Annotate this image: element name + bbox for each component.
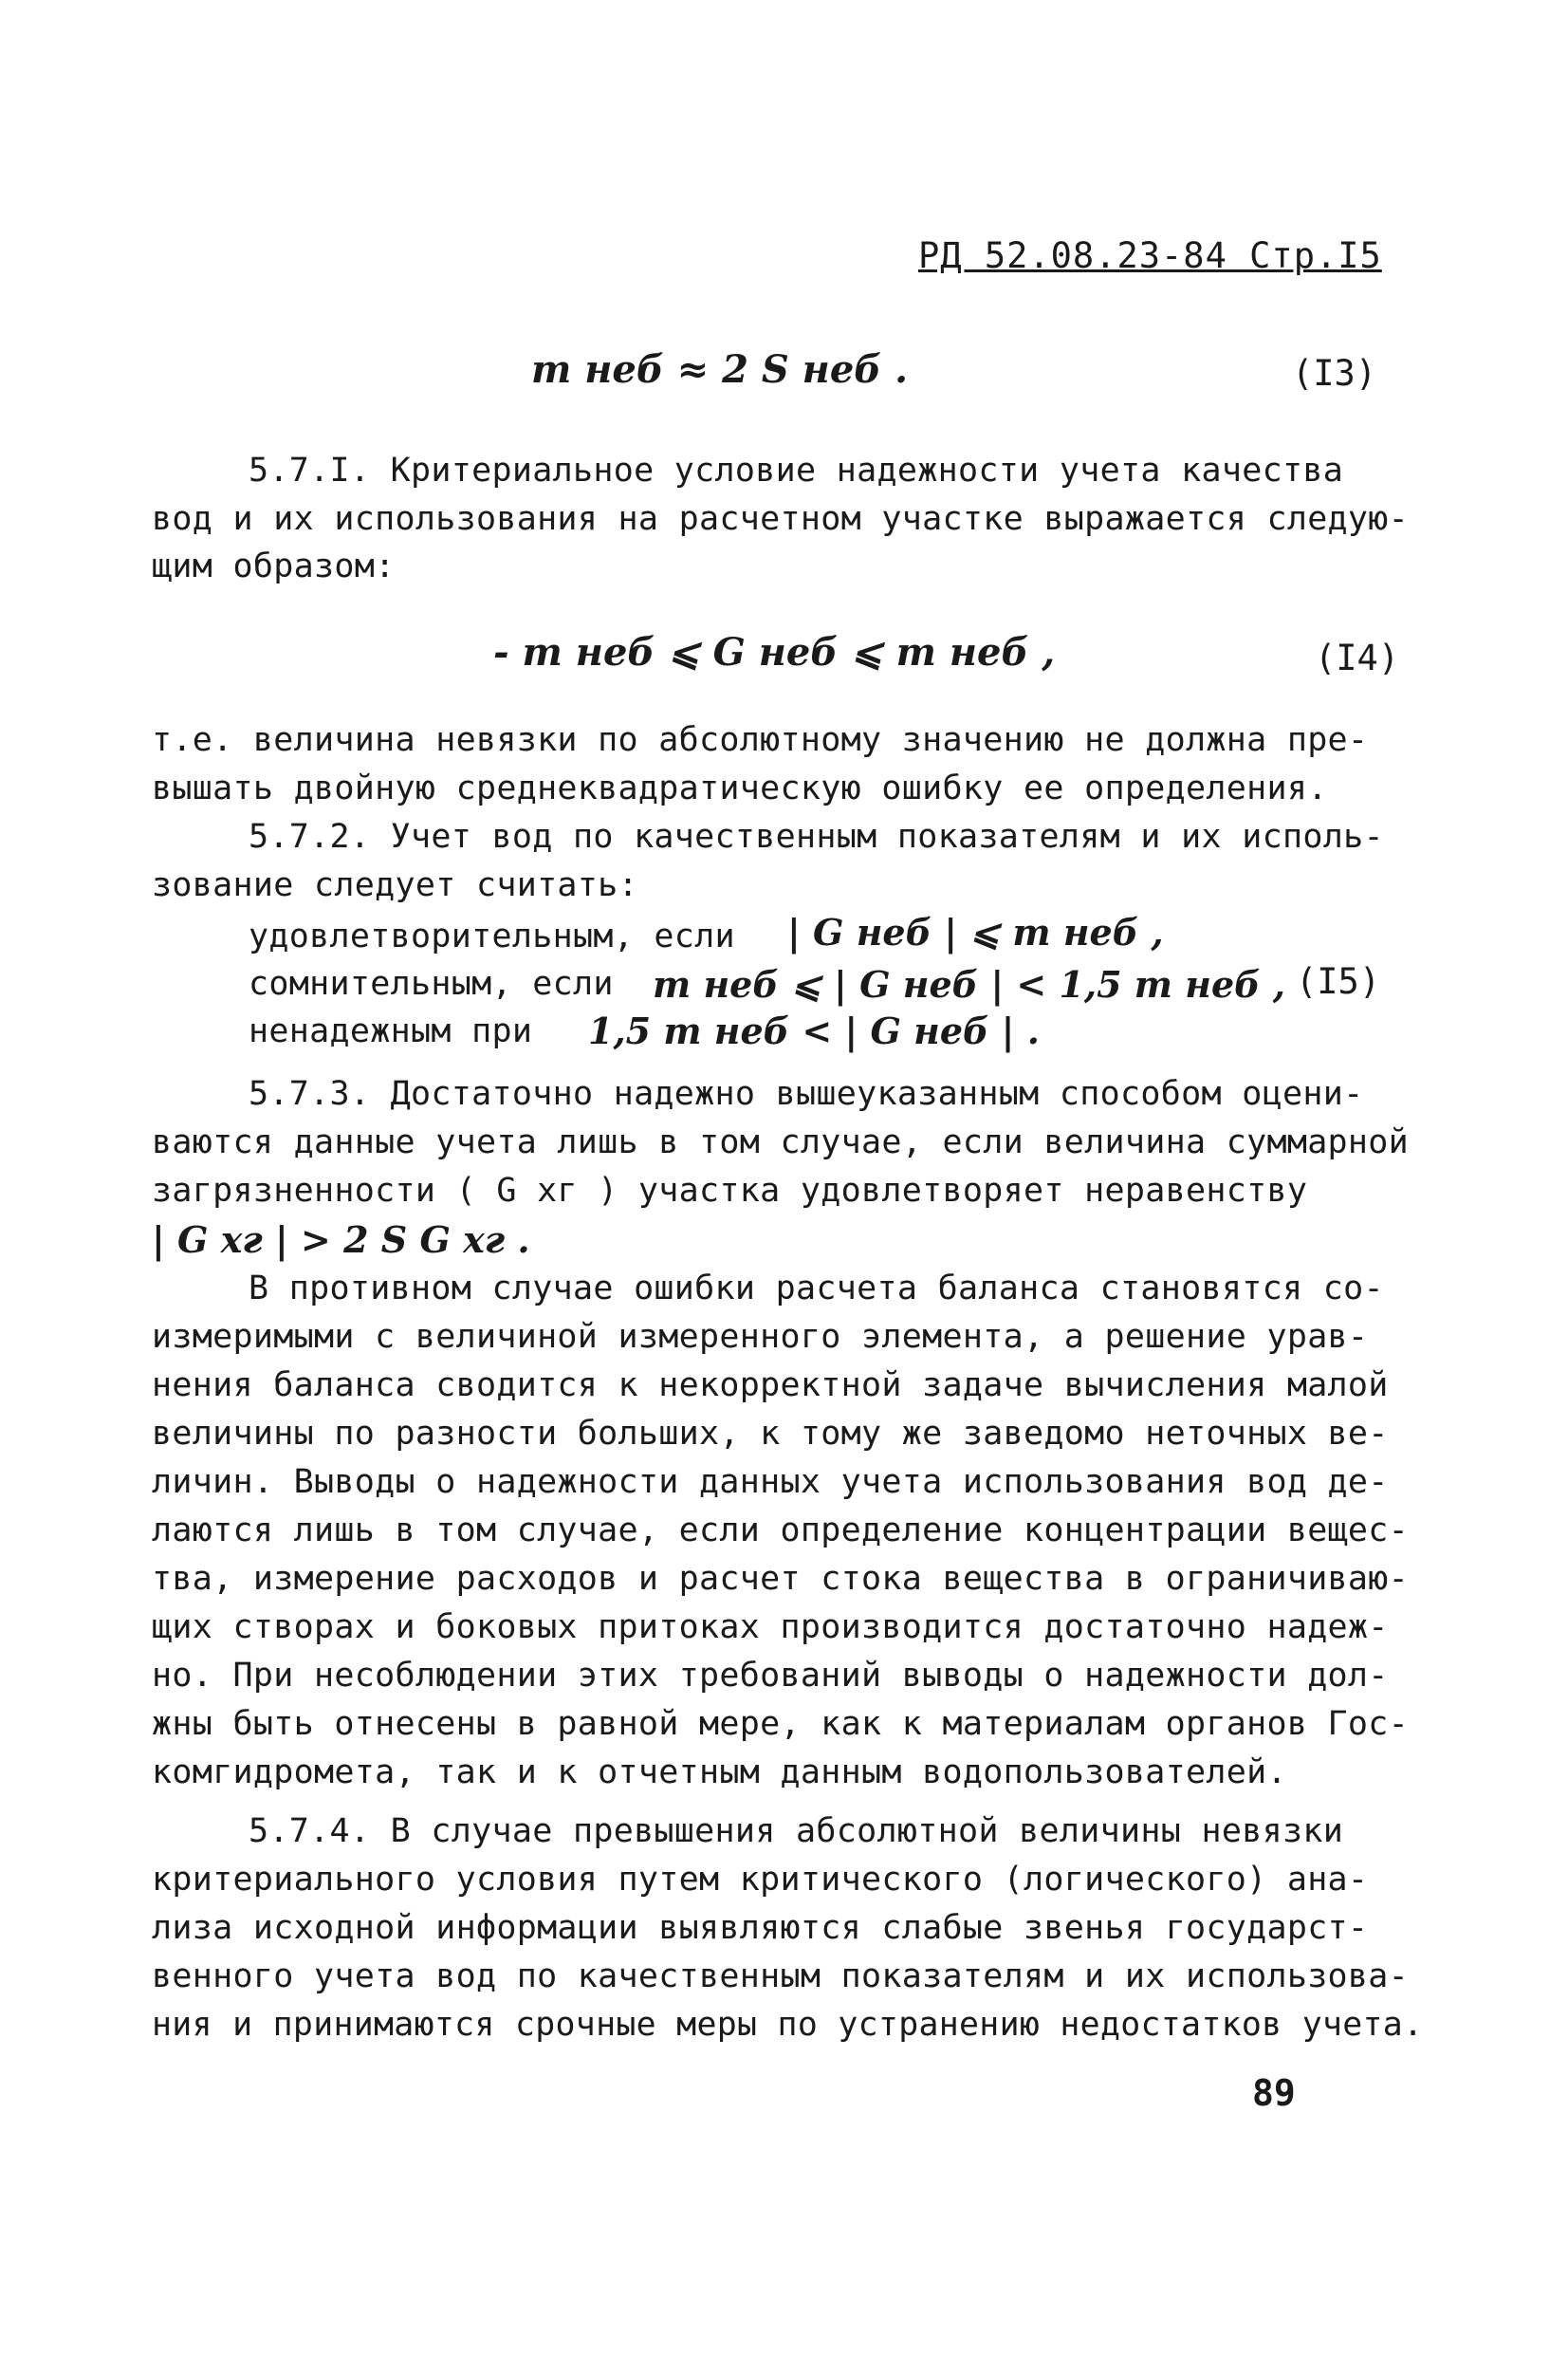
equation-14: - m неб ⩽ G неб ⩽ m неб , (493, 630, 1056, 675)
text-line: 5.7.4. В случае превышения абсолютной величины невязки (249, 1812, 1344, 1850)
page-number: 89 (1252, 2072, 1296, 2114)
text-line: 5.7.I. Критериальное условие надежности учета качества (249, 452, 1344, 490)
text-line: лиза исходной информации выявляются слабые звенья государст- (152, 1909, 1369, 1947)
equation-13: m неб ≈ 2 S неб . (531, 347, 909, 392)
document-header: РД 52.08.23-84 Стр.I5 (918, 235, 1382, 276)
equation-13-number: (I3) (1292, 353, 1377, 394)
text-line: величины по разности больших, к тому же заведомо неточных ве- (152, 1415, 1389, 1453)
equation-14-number: (I4) (1315, 638, 1400, 678)
text-line: ваются данные учета лишь в том случае, если величина суммарной (152, 1123, 1410, 1161)
text-line: личин. Выводы о надежности данных учета использования вод де- (152, 1463, 1389, 1501)
text-line: щим образом: (152, 547, 396, 585)
text-line: В противном случае ошибки расчета баланса становятся со- (249, 1270, 1384, 1307)
text-line: т.е. величина невязки по абсолютному значению не должна пре- (152, 721, 1369, 759)
inequality-gxr: | G хг | > 2 S G хг . (152, 1218, 530, 1261)
text-line: 5.7.2. Учет вод по качественным показателям и их исполь- (249, 818, 1384, 856)
condition-2-formula: m неб ⩽ | G неб | < 1,5 m неб , (653, 963, 1286, 1006)
text-line: комгидромета, так и к отчетным данным водопользователей. (152, 1753, 1287, 1791)
condition-3-formula: 1,5 m неб < | G неб | . (588, 1010, 1040, 1052)
text-line: тва, измерение расходов и расчет стока вещества в ограничиваю- (152, 1560, 1410, 1598)
text-line: вод и их использования на расчетном участке выражается следую- (152, 500, 1410, 538)
condition-1-label: удовлетворительным, если (249, 918, 735, 955)
text-line: но. При несоблюдении этих требований выводы о надежности дол- (152, 1657, 1389, 1695)
text-line: щих створах и боковых притоках производится достаточно надеж- (152, 1608, 1389, 1646)
text-line: вышать двойную среднеквадратическую ошибку ее определения. (152, 769, 1328, 807)
text-line: критериального условия путем критического (логического) ана- (152, 1861, 1369, 1899)
text-line: лаются лишь в том случае, если определение концентрации вещес- (152, 1511, 1410, 1549)
condition-2-label: сомнительным, если (249, 965, 614, 1003)
condition-1-formula: | G неб | ⩽ m неб , (787, 911, 1164, 954)
text-line: нения баланса сводится к некорректной задаче вычисления малой (152, 1366, 1389, 1404)
text-line: загрязненности ( G хг ) участка удовлетворяет неравенству (152, 1172, 1308, 1210)
text-line: зование следует считать: (152, 866, 638, 904)
text-line: жны быть отнесены в равной мере, как к материалам органов Гос- (152, 1705, 1410, 1743)
text-line: венного учета вод по качественным показателям и их использова- (152, 1957, 1410, 1995)
text-line: измеримыми с величиной измеренного элемента, а решение урав- (152, 1318, 1369, 1356)
text-line: 5.7.3. Достаточно надежно вышеуказанным способом оцени- (249, 1075, 1364, 1113)
text-line: ния и принимаются срочные меры по устранению недостатков учета. (152, 2006, 1424, 2044)
equation-15-number: (I5) (1296, 961, 1381, 1002)
condition-3-label: ненадежным при (249, 1012, 533, 1050)
